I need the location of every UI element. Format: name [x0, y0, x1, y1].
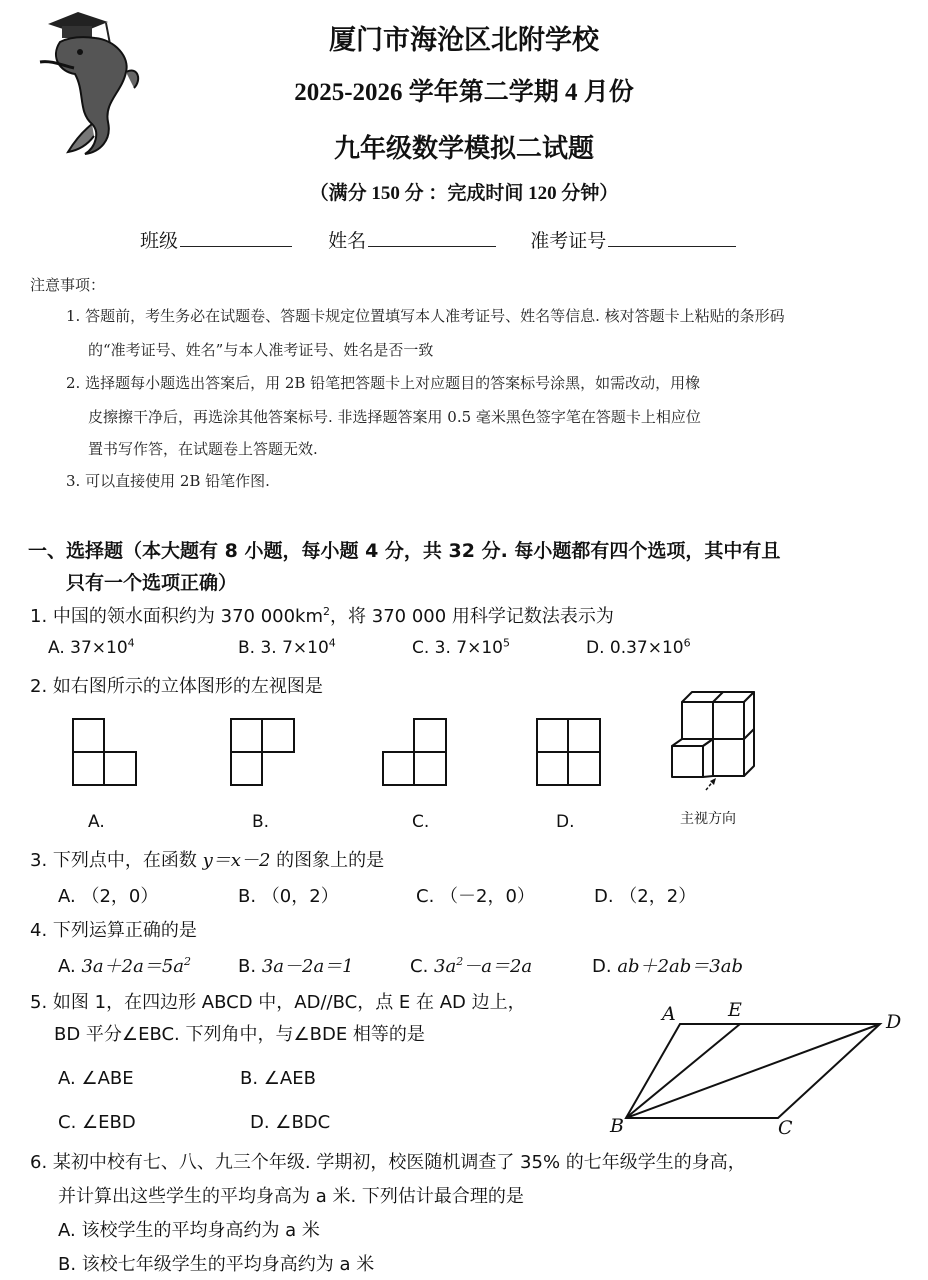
exam-id-field[interactable]	[608, 228, 736, 247]
q2-figure-a	[72, 718, 138, 786]
exam-title: 九年级数学模拟二试题	[333, 134, 594, 163]
q6-stem-cont: 并计算出这些学生的平均身高为 a 米. 下列估计最合理的是	[58, 1186, 524, 1207]
q5-point-b-label: B	[610, 1115, 624, 1137]
school-name: 厦门市海沧区北附学校	[329, 25, 599, 55]
q4-stem: 4. 下列运算正确的是	[30, 920, 197, 941]
q6-option-b: B. 该校七年级学生的平均身高约为 a 米	[58, 1254, 375, 1275]
q2-figure-c	[382, 718, 448, 786]
q2-stem: 2. 如右图所示的立体图形的左视图是	[30, 676, 323, 697]
notice-item-2: 2. 选择题每小题选出答案后，用 2B 铅笔把答题卡上对应题目的答案标号涂黑，如需改动，用橡	[66, 374, 701, 392]
q2-option-b: B.	[252, 812, 270, 832]
q5-stem-cont: BD 平分∠EBC. 下列角中，与∠BDE 相等的是	[54, 1024, 425, 1045]
q1-option-b: B. 3. $7\times 10^4$	[238, 636, 336, 658]
q3-stem: 3. 下列点中，在函数 y＝x－2 的图象上的是	[30, 850, 385, 871]
q2-solid-figure	[666, 688, 762, 808]
q1-option-c: C. 3. $7\times 10^5$	[412, 636, 510, 658]
q4-option-d: D. ab＋2ab＝3ab	[592, 956, 743, 977]
q2-option-c: C.	[412, 812, 430, 832]
q3-option-d: D. （2，2）	[594, 886, 697, 907]
section-1-heading: 一、选择题（本大题有 8 小题，每小题 4 分，共 32 分. 每小题都有四个选项，其中有且	[28, 540, 781, 562]
class-label: 班级	[140, 230, 179, 252]
q4-option-a: A. $3a+2a=5a^2$	[58, 955, 192, 977]
q6-stem: 6. 某初中校有七、八、九三个年级. 学期初，校医随机调查了 35% 的七年级学生的身高，	[30, 1152, 746, 1173]
notice-item-2-cont2: 置书写作答，在试题卷上答题无效.	[88, 440, 318, 458]
notice-item-3: 3. 可以直接使用 2B 铅笔作图.	[66, 472, 270, 490]
q1-stem: 1. 中国的领水面积约为 370 $000km^2$，将 370 000 用科学记数法表示为	[30, 605, 614, 627]
q3-option-c: C. （－2，0）	[416, 886, 535, 907]
q2-option-d: D.	[556, 812, 575, 832]
q3-option-a: A. （2，0）	[58, 886, 159, 907]
q5-point-d-label: D	[886, 1011, 902, 1033]
q4-option-b: B. 3a－2a＝1	[238, 956, 354, 977]
q2-view-direction-label: 主视方向	[680, 811, 736, 827]
q4-option-c: C. $3a^2-a=2a$	[410, 955, 533, 977]
section-1-heading-cont: 只有一个选项正确）	[66, 572, 238, 594]
q5-quadrilateral-figure	[600, 996, 920, 1139]
q2-option-a: A.	[88, 812, 105, 832]
q6-option-a: A. 该校学生的平均身高约为 a 米	[58, 1220, 320, 1241]
term-title: 2025-2026 学年第二学期 4 月份	[294, 79, 634, 106]
exam-meta: （满分 150 分 ：完成时间 120 分钟）	[309, 183, 619, 204]
q3-option-b: B. （0，2）	[238, 886, 339, 907]
student-info-row	[140, 226, 736, 253]
q5-option-d: D. ∠BDC	[250, 1112, 331, 1133]
q2-figure-b	[230, 718, 296, 786]
name-field[interactable]	[368, 228, 496, 247]
q5-point-c-label: C	[778, 1117, 793, 1139]
q5-option-b: B. ∠AEB	[240, 1068, 316, 1089]
notice-item-1: 1. 答题前，考生务必在试题卷、答题卡规定位置填写本人准考证号、姓名等信息. 核对答题卡上粘贴的条形码	[66, 307, 785, 325]
class-field[interactable]	[180, 228, 292, 247]
name-label: 姓名	[328, 230, 367, 252]
q5-option-a: A. ∠ABE	[58, 1068, 134, 1089]
q5-point-e-label: E	[728, 999, 742, 1021]
notice-item-2-cont: 皮擦擦干净后，再选涂其他答案标号. 非选择题答案用 0.5 毫米黑色签字笔在答题卡上相应位	[88, 408, 701, 426]
notice-title: 注意事项：	[30, 276, 106, 294]
q2-figure-d	[536, 718, 602, 786]
q5-option-c: C. ∠EBD	[58, 1112, 136, 1133]
q5-stem: 5. 如图 1，在四边形 ABCD 中，AD//BC，点 E 在 AD 边上，	[30, 992, 526, 1013]
q1-option-a: A. $37\times 10^4$	[48, 636, 135, 658]
q1-option-d: D. $0.37\times 10^6$	[586, 636, 691, 658]
notice-item-1-cont: 的“准考证号、姓名”与本人准考证号、姓名是否一致	[88, 341, 434, 359]
exam-id-label: 准考证号	[530, 230, 607, 252]
q5-point-a-label: A	[662, 1003, 676, 1025]
